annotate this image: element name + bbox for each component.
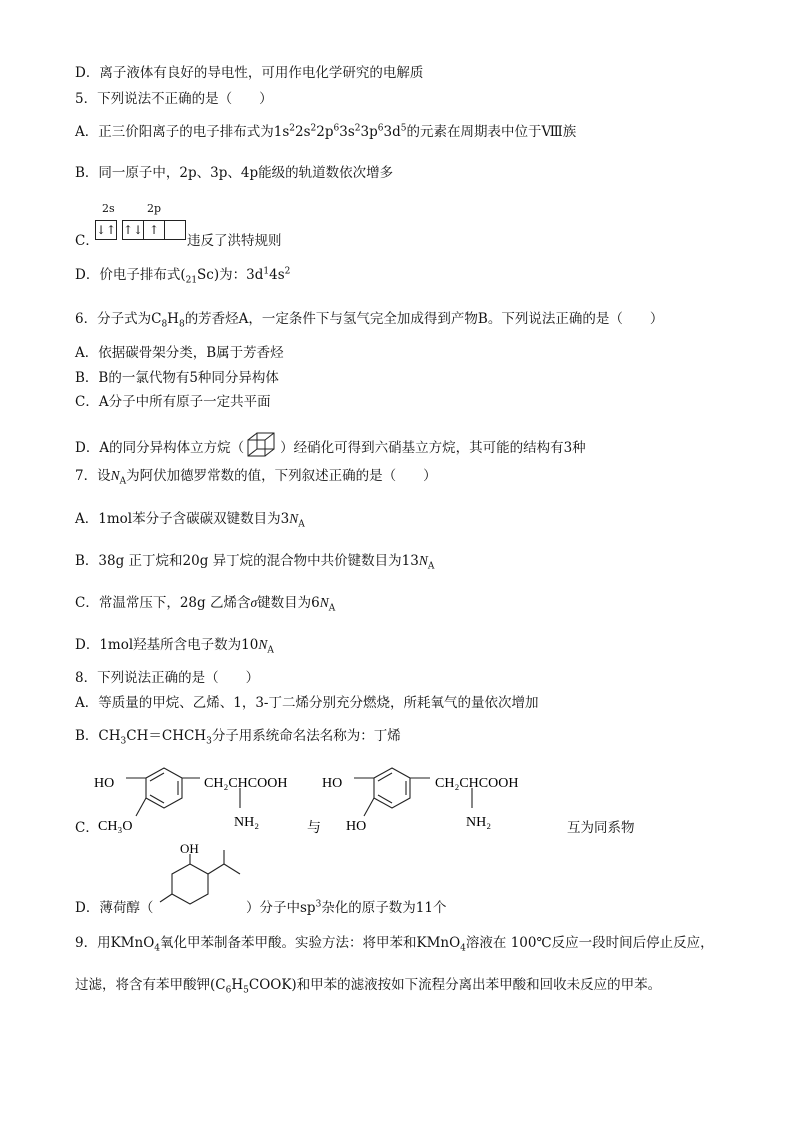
structure-1-nh2: NH₂ bbox=[234, 815, 260, 830]
q6-option-a: A．依据碳骨架分类，B属于芳香烃 bbox=[75, 345, 284, 361]
q7-option-a: A．1mol苯分子含碳碳双键数目为$3N_A$ bbox=[75, 511, 305, 530]
cubane-structure bbox=[244, 440, 280, 458]
q5-option-c-label: C． bbox=[75, 233, 99, 249]
structure-2-ho-lower: HO bbox=[346, 819, 367, 834]
q5-stem-text: 5．下列说法不正确的是（ ） bbox=[75, 91, 273, 107]
menthol-structure bbox=[150, 842, 250, 917]
q8-option-d-prefix: D．薄荷醇（ bbox=[75, 900, 154, 916]
element-symbol: Sc bbox=[197, 267, 214, 283]
q6-stem: 6．分子式为$C_8H_8$的芳香烃A，一定条件下与氢气完全加成得到产物B。下列说法正确的是（ ） bbox=[75, 311, 664, 330]
electron-configuration: $1s^22s^22p^63s^23p^63d^5$ bbox=[273, 123, 407, 140]
atomic-number: 21 bbox=[185, 275, 198, 286]
q5-option-a-suffix: 的元素在周期表中位于Ⅷ族 bbox=[406, 124, 577, 140]
orbital-box-2p-2: ↑ bbox=[143, 220, 165, 240]
orbital-box-2s: ↓↑ bbox=[95, 220, 117, 240]
structure-1-och3: CH₃O bbox=[98, 819, 133, 834]
q8-option-a: A．等质量的甲烷、乙烯、1，3-丁二烯分别充分燃烧，所耗氧气的量依次增加 bbox=[75, 695, 539, 711]
q7-stem: 7．设$N_A$为阿伏加德罗常数的值，下列叙述正确的是（ ） bbox=[75, 468, 437, 487]
structure-2-chain: CH₂CHCOOH bbox=[435, 776, 519, 791]
q4-option-d-text: D．离子液体有良好的导电性，可用作电化学研究的电解质 bbox=[75, 65, 424, 81]
q6-option-d: D．A的同分异构体立方烷（ ）经硝化可得到六硝基立方烷，其可能的结构有3种 bbox=[75, 439, 586, 458]
q9-line-1: 9．用KMnO$_4$氧化甲苯制备苯甲酸。实验方法：将甲苯和KMnO$_4$溶液在 100℃反应一段时间后停止反应， bbox=[75, 935, 714, 954]
q5-option-a-prefix: A．正三价阳离子的电子排布式为 bbox=[75, 124, 274, 140]
orbital-diagram bbox=[95, 202, 195, 248]
orbital-2p-label: 2p bbox=[147, 202, 162, 215]
orbital-box-2p-1: ↑↓ bbox=[122, 220, 144, 240]
orbital-box-2p-3 bbox=[164, 220, 186, 240]
q8-option-d-suffix: ）分子中$sp^3$杂化的原子数为11个 bbox=[246, 899, 447, 916]
structure-2-ho: HO bbox=[322, 776, 343, 791]
propene-formula: $CH_3CH=CHCH_3$ bbox=[98, 728, 212, 747]
menthol-oh: OH bbox=[180, 842, 199, 856]
orbital-2s-label: 2s bbox=[102, 202, 115, 215]
cubane-icon bbox=[244, 430, 280, 460]
structure-1-ho: HO bbox=[94, 776, 115, 791]
q5-option-a bbox=[75, 123, 576, 141]
q8-option-b: B．$CH_3CH=CHCH_3$分子用系统命名法名称为：丁烯 bbox=[75, 728, 401, 747]
q6-option-b: B．B的一氯代物有5种同分异构体 bbox=[75, 370, 279, 386]
structure-1-chain: CH₂CHCOOH bbox=[204, 776, 288, 791]
with-word: 与 bbox=[307, 821, 321, 836]
q8-stem: 8．下列说法正确的是（ ） bbox=[75, 670, 260, 686]
q4-option-d bbox=[75, 64, 423, 82]
potassium-benzoate-formula: $(C_6H_5COOK)$ bbox=[210, 977, 297, 996]
q8-option-c-label: C． bbox=[75, 820, 99, 836]
q8-option-c-suffix: 互为同系物 bbox=[567, 820, 635, 836]
q5-stem bbox=[75, 90, 273, 108]
q5-option-b-text: B．同一原子中，2p、3p、4p能级的轨道数依次增多 bbox=[75, 165, 394, 181]
q5-option-d: D．价电子排布式$(_{21}Sc)$为：$3d^14s^2$ bbox=[75, 266, 291, 286]
q9-line-2: 过滤，将含有苯甲酸钾$(C_6H_5COOK)$和甲苯的滤液按如下流程分离出苯甲酸和回收未反应的甲苯。 bbox=[75, 977, 662, 996]
valence-configuration: $3d^14s^2$ bbox=[246, 266, 291, 283]
structure-2-nh2: NH₂ bbox=[466, 815, 492, 830]
molecular-formula: $C_8H_8$ bbox=[151, 311, 185, 330]
q7-option-c: C．常温常压下，28g 乙烯含σ键数目为$6N_A$ bbox=[75, 595, 336, 614]
q5-option-b bbox=[75, 164, 393, 182]
q8-option-c-structures bbox=[92, 760, 612, 840]
q5-option-c-suffix: 违反了洪特规则 bbox=[187, 233, 282, 249]
q7-option-d: D．1mol羟基所含电子数为$10N_A$ bbox=[75, 637, 274, 656]
q6-option-c: C．A分子中所有原子一定共平面 bbox=[75, 394, 271, 410]
q7-option-b: B．38g 正丁烷和20g 异丁烷的混合物中共价键数目为$13N_A$ bbox=[75, 553, 435, 572]
